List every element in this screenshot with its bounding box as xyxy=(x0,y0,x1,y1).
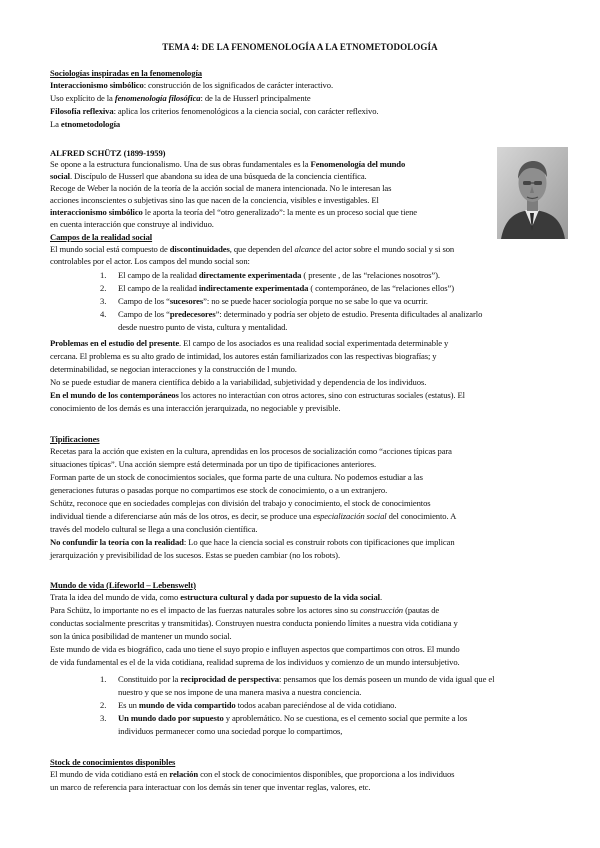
text: Para Schütz, lo importante no es el impacto de las fuerzas naturales sobre los actores sino su xyxy=(50,605,360,615)
text: con el stock de conocimientos disponibles, que proporciona a los individuos xyxy=(198,769,455,779)
mundo-line: Este mundo de vida es biográfico, cada uno tiene el suyo propio e influyen aspectos que compartimos con otros. El mundo xyxy=(50,644,460,654)
term: social xyxy=(50,171,70,181)
term: directamente experimentada xyxy=(198,270,302,280)
list-number: 4. xyxy=(100,309,107,319)
text: Constituido por la xyxy=(118,674,181,684)
text: del actor sobre el mundo social y si son xyxy=(320,244,455,254)
text: ”: determinado y podría ser objeto de estudio. Presenta dificultades al analizarlo xyxy=(215,309,483,319)
list-item-continuation: individuos permanecer como una sociedad porque lo compartimos, xyxy=(118,726,343,736)
tipif-line: generaciones futuras o pasadas porque no compartimos ese stock de conocimiento, o a un extranjero. xyxy=(50,485,388,495)
term: construcción xyxy=(359,605,404,615)
text: : Lo que hace la ciencia social es construir robots con tipificaciones que implican xyxy=(183,537,455,547)
text: (pautas de xyxy=(403,605,440,615)
portrait-icon xyxy=(497,147,568,239)
text: Campo de los “ xyxy=(118,309,170,319)
schutz-line: en cuenta interacción que construye al individuo. xyxy=(50,219,214,229)
text: Se opone a la estructura funcionalismo. Una de sus obras fundamentales es la xyxy=(50,159,311,169)
campos-line: controlables por el actor. Los campos del mundo social son: xyxy=(50,256,250,266)
text: : de la de Husserl principalmente xyxy=(200,93,311,103)
tipif-line xyxy=(50,511,456,522)
mundo-line: son la única posibilidad de mantener un mundo social. xyxy=(50,631,232,641)
term: No confundir la teoría con la realidad xyxy=(50,537,184,547)
list-item xyxy=(118,296,428,307)
tipif-line: situaciones típicas”. Una acción siempre está determinada por un tipo de tipificaciones anteriores. xyxy=(50,459,377,469)
stock-heading: Stock de conocimientos disponibles xyxy=(50,757,176,767)
intro-heading: Sociologías inspiradas en la fenomenología xyxy=(50,68,202,78)
text: ”: no se puede hacer sociología porque no se sabe lo que va ocurrir. xyxy=(203,296,428,306)
campos-line: No se puede estudiar de manera científica debido a la variabilidad, subjetividad y dependencia de los individuos. xyxy=(50,377,427,387)
list-number: 3. xyxy=(100,296,107,306)
term: predecesores xyxy=(169,309,216,319)
campos-line: cercana. El problema es su alto grado de intimidad, los autores están familiarizados con las respectivas biografías; y xyxy=(50,351,437,361)
term: discontinuidades xyxy=(169,244,230,254)
list-item xyxy=(118,270,440,281)
tipif-line: jerarquización y previsibilidad de los sucesos. Estas se pueden cambiar (no los robots). xyxy=(50,550,340,560)
intro-line xyxy=(50,93,311,104)
campos-line xyxy=(50,338,448,349)
term: reciprocidad de perspectiva xyxy=(180,674,279,684)
text: Trata la idea del mundo de vida, como xyxy=(50,592,181,602)
text: Uso explícito de la xyxy=(50,93,115,103)
term: estructura cultural y dada por supuesto de la vida social xyxy=(180,592,380,602)
term: interaccionismo simbólico xyxy=(50,207,143,217)
schutz-line: Recoge de Weber la noción de la teoría de la acción social de manera intencionada. No le interesan las xyxy=(50,183,392,193)
list-number: 1. xyxy=(100,674,107,684)
text: todos acaban pareciéndose al de vida cotidiano. xyxy=(235,700,397,710)
term: alcance xyxy=(294,244,321,254)
term: Interaccionismo simbólico xyxy=(50,80,144,90)
campos-line: determinabilidad, se negocian interacciones y la construcción de l mundo. xyxy=(50,364,297,374)
schutz-line: acciones inconscientes o subjetivas sino las que nacen de la conciencia, visibles e investigables. El xyxy=(50,195,379,205)
schutz-line xyxy=(50,207,417,218)
tipif-line xyxy=(50,537,455,548)
schutz-heading: ALFRED SCHÜTZ (1899-1959) xyxy=(50,148,166,158)
mundo-line xyxy=(50,605,439,616)
list-number: 2. xyxy=(100,283,107,293)
tipificaciones-heading: Tipificaciones xyxy=(50,434,100,444)
tipif-line: Schütz, reconoce que en sociedades complejas con división del trabajo y conocimiento, el stock de conocimientos xyxy=(50,498,431,508)
term: fenomenología filosófica xyxy=(114,93,201,103)
term: Fenomenología del mundo xyxy=(310,159,406,169)
campos-line xyxy=(50,390,465,401)
text: : pensamos que los demás poseen un mundo de vida igual que el xyxy=(279,674,495,684)
text: Campo de los “ xyxy=(118,296,170,306)
text: : aplica los criterios fenomenológicos a la ciencia social, con carácter reflexivo. xyxy=(113,106,379,116)
mundo-line: conductas socialmente prescritas y transmitidas). Construyen nuestra conducta poniendo límites a nuestra vida cotidiana y xyxy=(50,618,458,628)
list-number: 1. xyxy=(100,270,107,280)
list-item xyxy=(118,674,494,685)
text: El mundo social está compuesto de xyxy=(50,244,170,254)
tipif-line: Recetas para la acción que existen en la cultura, aprendidas en los procesos de socialización como “acciones típicas para xyxy=(50,446,452,456)
mundo-heading: Mundo de vida (Lifeworld – Lebenswelt) xyxy=(50,580,196,590)
text: . El campo de los asociados es una realidad social experimentada determinable y xyxy=(179,338,449,348)
text: y aproblemático. No se cuestiona, es el cemento social que permite a los xyxy=(223,713,468,723)
list-item xyxy=(118,700,396,711)
term: especialización social xyxy=(313,511,387,521)
text: le aporta la teoría del “otro generalizado”: la mente es un proceso social que tiene xyxy=(142,207,418,217)
intro-line xyxy=(50,106,378,117)
text: El campo de la realidad xyxy=(118,283,199,293)
list-item xyxy=(118,283,454,294)
list-item xyxy=(118,713,467,724)
term: mundo de vida compartido xyxy=(138,700,236,710)
text: individual tiende a diferenciarse aún más de los otros, es decir, se produce una xyxy=(50,511,314,521)
list-item xyxy=(118,309,482,320)
intro-line xyxy=(50,119,120,130)
text: El mundo de vida cotidiano está en xyxy=(50,769,170,779)
text: La xyxy=(50,119,61,129)
mundo-line: de vida fundamental es el de la vida cotidiana, realidad suprema de los individuos y comienzo de un mundo intersubjetivo. xyxy=(50,657,460,667)
stock-line xyxy=(50,769,454,780)
document-title: TEMA 4: DE LA FENOMENOLOGÍA A LA ETNOMETODOLOGÍA xyxy=(162,42,438,52)
mundo-line xyxy=(50,592,382,603)
term: Problemas en el estudio del presente xyxy=(50,338,180,348)
term: Filosofía reflexiva xyxy=(50,106,114,116)
text: los actores no interactúan con otros actores, sino con estructuras sociales (estatus). El xyxy=(178,390,465,400)
campos-heading: Campos de la realidad social xyxy=(50,232,153,242)
text: . xyxy=(379,592,383,602)
tipif-line: Forman parte de un stock de conocimientos sociales, que forma parte de una cultura. No podemos estudiar a las xyxy=(50,472,423,482)
tipif-line: través del modelo cultural se llega a una conclusión científica. xyxy=(50,524,258,534)
text: , que dependen del xyxy=(229,244,295,254)
text: El campo de la realidad xyxy=(118,270,199,280)
term: sucesores xyxy=(169,296,204,306)
list-item-continuation: desde nuestro punto de vista, cultura y mentalidad. xyxy=(118,322,288,332)
text: del conocimiento. A xyxy=(386,511,457,521)
campos-line: conocimiento de los demás es una interacción jerarquizada, no negociable y previsible. xyxy=(50,403,341,413)
term: Un mundo dado por supuesto xyxy=(118,713,224,723)
campos-line xyxy=(50,244,454,255)
list-item-continuation: nuestro y que se nos impone de una manera masiva a nuestra conciencia. xyxy=(118,687,362,697)
text: ( presente , de las “relaciones nosotros”). xyxy=(301,270,440,280)
term: relación xyxy=(169,769,199,779)
term: indirectamente experimentada xyxy=(198,283,309,293)
text: : construcción de los significados de carácter interactivo. xyxy=(143,80,333,90)
intro-line xyxy=(50,80,333,91)
text: Es un xyxy=(118,700,139,710)
schutz-line xyxy=(50,171,367,182)
term: En el mundo de los contemporáneos xyxy=(50,390,179,400)
text: . Discípulo de Husserl que abandona su idea de una búsqueda de la conciencia científica. xyxy=(69,171,367,181)
schutz-portrait-photo xyxy=(497,147,568,239)
list-number: 2. xyxy=(100,700,107,710)
list-number: 3. xyxy=(100,713,107,723)
stock-line: un marco de referencia para interactuar con los demás sin tener que inventar reglas, valores, etc. xyxy=(50,782,371,792)
text: ( contemporáneo, de las “relaciones ellos”) xyxy=(308,283,455,293)
term: etnometodología xyxy=(60,119,121,129)
schutz-line xyxy=(50,159,405,170)
